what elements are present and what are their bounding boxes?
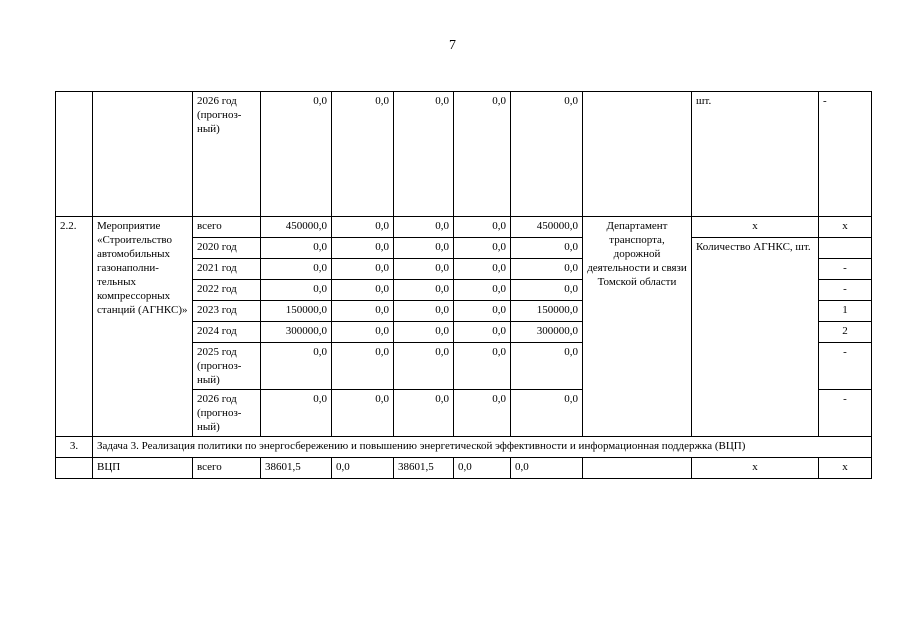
cell-value: 0,0: [511, 259, 583, 280]
cell-value: 0,0: [332, 259, 394, 280]
cell-value: 0,0: [261, 343, 332, 390]
cell-value: 0,0: [394, 343, 454, 390]
cell-value: 0,0: [511, 92, 583, 217]
cell-indicator: x: [692, 458, 819, 479]
cell-name: Мероприятие «Строительство автомобильных газонаполни-тельных компрессорных станций (АГНКС)»: [93, 217, 193, 437]
cell-value: 0,0: [394, 217, 454, 238]
cell-indicator-value: x: [819, 217, 872, 238]
cell-value: 0,0: [261, 280, 332, 301]
table-row: [56, 437, 872, 458]
table-row: [56, 458, 872, 479]
cell-indicator-value: -: [819, 343, 872, 390]
cell-value: 0,0: [332, 322, 394, 343]
cell-value: 0,0: [332, 280, 394, 301]
cell-year: 2023 год: [193, 301, 261, 322]
cell-value: 0,0: [511, 238, 583, 259]
cell-indicator-value: -: [819, 259, 872, 280]
cell-value: 0,0: [454, 259, 511, 280]
cell-value: 0,0: [394, 92, 454, 217]
cell-num: [56, 92, 93, 217]
cell-num: 2.2.: [56, 217, 93, 437]
cell-value: 0,0: [394, 301, 454, 322]
cell-indicator-value: [819, 238, 872, 259]
cell-value: 38601,5: [261, 458, 332, 479]
cell-value: 450000,0: [261, 217, 332, 238]
cell-value: 0,0: [454, 301, 511, 322]
cell-value: 0,0: [261, 92, 332, 217]
cell-value: 38601,5: [394, 458, 454, 479]
cell-year: 2026 год (прогноз-ный): [193, 390, 261, 437]
cell-year: всего: [193, 217, 261, 238]
cell-value: 0,0: [332, 458, 394, 479]
cell-value: 300000,0: [261, 322, 332, 343]
table-row: [56, 217, 872, 238]
cell-year: 2020 год: [193, 238, 261, 259]
cell-year: 2021 год: [193, 259, 261, 280]
cell-value: 0,0: [261, 390, 332, 437]
cell-indicator: Количество АГНКС, шт.: [692, 238, 819, 437]
cell-value: 0,0: [454, 343, 511, 390]
cell-indicator-value: -: [819, 390, 872, 437]
cell-indicator-value: 1: [819, 301, 872, 322]
cell-value: 0,0: [332, 217, 394, 238]
cell-value: 0,0: [454, 390, 511, 437]
page-number: 7: [449, 38, 456, 53]
cell-value: 0,0: [261, 238, 332, 259]
cell-value: 0,0: [454, 217, 511, 238]
budget-table: [55, 91, 872, 479]
cell-value: 0,0: [332, 301, 394, 322]
cell-value: 150000,0: [511, 301, 583, 322]
cell-value: 0,0: [454, 322, 511, 343]
cell-value: 0,0: [394, 280, 454, 301]
task-title: Задача 3. Реализация политики по энергосбережению и повышению энергетической эффективности и информационная поддержка (ВЦП): [93, 437, 872, 458]
cell-name: ВЦП: [93, 458, 193, 479]
cell-value: 150000,0: [261, 301, 332, 322]
cell-value: 0,0: [511, 343, 583, 390]
cell-year: 2024 год: [193, 322, 261, 343]
cell-year: 2022 год: [193, 280, 261, 301]
cell-indicator-value: x: [819, 458, 872, 479]
cell-value: 0,0: [332, 238, 394, 259]
cell-executor: [583, 458, 692, 479]
cell-value: 0,0: [332, 390, 394, 437]
cell-value: 0,0: [394, 238, 454, 259]
cell-name: [93, 92, 193, 217]
cell-value: 450000,0: [511, 217, 583, 238]
cell-value: 0,0: [394, 390, 454, 437]
cell-value: 0,0: [394, 322, 454, 343]
cell-value: 0,0: [454, 92, 511, 217]
cell-value: 0,0: [394, 259, 454, 280]
cell-value: 0,0: [511, 280, 583, 301]
cell-value: 0,0: [511, 458, 583, 479]
table-row: [56, 92, 872, 217]
cell-year: всего: [193, 458, 261, 479]
cell-year: 2026 год (прогноз-ный): [193, 92, 261, 217]
cell-indicator: x: [692, 217, 819, 238]
cell-indicator-value: -: [819, 280, 872, 301]
cell-value: 0,0: [332, 343, 394, 390]
cell-year: 2025 год (прогноз-ный): [193, 343, 261, 390]
cell-indicator-value: 2: [819, 322, 872, 343]
cell-num: 3.: [56, 437, 93, 458]
cell-value: 0,0: [511, 390, 583, 437]
cell-value: 0,0: [454, 458, 511, 479]
cell-num: [56, 458, 93, 479]
cell-executor: Департамент транспорта, дорожной деятельности и связи Томской области: [583, 217, 692, 437]
cell-indicator-value: -: [819, 92, 872, 217]
cell-indicator: шт.: [692, 92, 819, 217]
cell-value: 0,0: [261, 259, 332, 280]
cell-value: 0,0: [454, 238, 511, 259]
cell-value: 0,0: [454, 280, 511, 301]
cell-executor: [583, 92, 692, 217]
cell-value: 300000,0: [511, 322, 583, 343]
cell-value: 0,0: [332, 92, 394, 217]
